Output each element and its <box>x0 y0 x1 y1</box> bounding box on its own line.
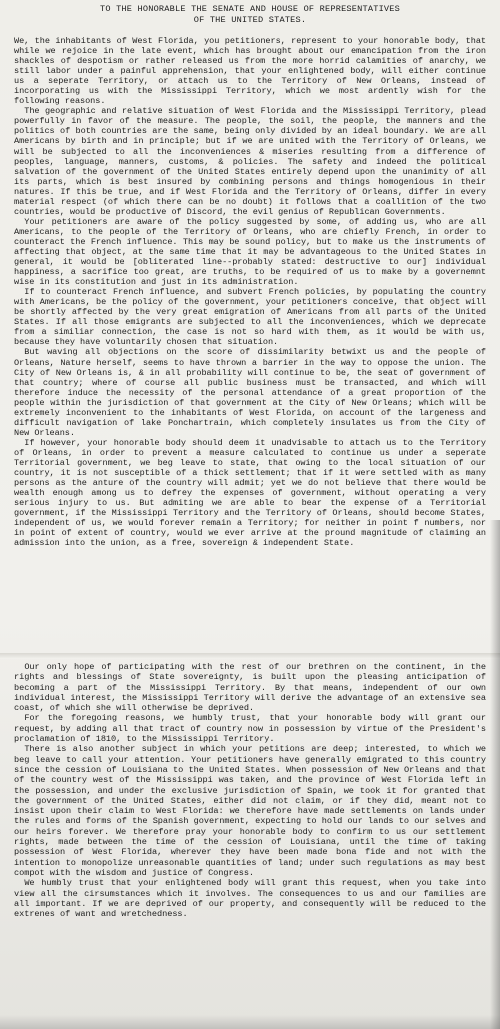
page-break <box>0 653 500 659</box>
heading-line-1: TO THE HONORABLE THE SENATE AND HOUSE OF REPRESENTATIVES <box>100 4 400 14</box>
page-2-body <box>14 662 486 919</box>
scan-shadow-bottom <box>0 1015 500 1029</box>
paragraph: But waving all objections on the score of dissimilarity betwixt us and the people of Orleans, Nature herself, seems to have thrown a barrier in the way to oppose the union. The City of New Orleans is, & in all probability will continue to be, the seat of government of that country; where of course all public business must be transacted, and which will therefore induce the necessity of the personal attendance of a great proportion of the people within the jurisdiction of that government at the City of New Orleans; which will be extremely inconvenient to the inhabitants of West Florida, on account of the largeness and difficult navigation of lake Ponchartrain, which completely insulates us from the City of New Orleans. <box>14 347 486 438</box>
paragraph: Our only hope of participating with the rest of our brethren on the continent, in the rights and blessings of State sovereignty, is built upon the pleasing anticipation of becoming a part of the Mississippi Territory. By that means, independent of our own individual interest, the Mississippi Territory will derive the advantage of an extensive sea coast, of which she will otherwise be deprived. <box>14 662 486 714</box>
paragraph: We humbly trust that your enlightened body will grant this request, when you take into view all the cirsumstances which it involves. The consequences to us and our families are all important. If we are deprived of our property, and consequently will be reduced to the extrenes of want and wretchedness. <box>14 878 486 920</box>
paragraph: Your petitioners are aware of the policy suggested by some, of adding us, who are all Americans, to the people of the Territory of Orleans, who are chiefly French, in order to counteract the French influence. This may be sound policy, but to make us the instruments of affecting that object, at the same time that it may be advantageous to the United States in general, it would be [obliterated line--probably stated: destructive to our] individual happiness, a sacrifice too great, are truths, to be required of us to make by a governemnt wise in its constitution and just in its administration. <box>14 216 486 288</box>
paragraph: For the foregoing reasons, we humbly trust, that your honorable body will grant our request, by adding all that tract of country now in possession by virtue of the President's proclamation of 1810, to the Mississippi Territory. <box>14 713 486 745</box>
scan-shadow <box>490 520 500 1029</box>
paragraph: There is also another subject in which your petitions are deep; interested, to which we beg leave to call your attention. Your petitioners have generally emigrated to this country since the cession of Louisiana to the United States. When possession of New Orleans and that of the country west of the Mississippi was taken, and the province of West Florida left in the possession, and under the exclusive jurisdiction of Spain, we took it for granted that the government of the United States, either did not claim, or if they did, meant not to insist upon their claim to West Florida: we therefore have made settlements on lands under the rules and forms of the Spanish government, expecting to hold our lands to our selves and our heirs forever. We therefore pray your honorable body to confirm to us our settlement rights, made between the time of the cession of Louisiana, until the time of taking possession of West Florida, wherever they have been made bona fide and not with the intention to monopolize unreasonable quantities of land; under such regulations as may best compot with the wisdom and justice of Congress. <box>14 744 486 878</box>
paragraph: The geographic and relative situation of West Florida and the Mississippi Territory, plead powerfully in favor of the measure. The people, the soil, the people, the manners and the politics of both countries are the same, being only divided by an ideal boundary. We are all Americans by birth and in principle; but if we are united with the Territory of Orleans, we will be subjected to all the inconveniences & miseries resulting from a difference of peoples, language, manners, customs, & policies. The safety and indeed the political salvation of the government of the United States entirely depend upon the unanimity of all its parts, which is best insured by combining persons and things homogenious in their natures. If this be true, and if West Florida and the Territory of Orleans, differ in every material respect (of which there can be no doubt) it follows that a coallition of the two countries, would be productive of Discord, the evil genius of Republican Governments. <box>14 106 486 217</box>
paragraph: If however, your honorable body should deem it unadvisable to attach us to the Territory of Orleans, in order to prevent a measure calculated to continue us under a seperate Territorial government, we beg leave to state, that owing to the local situation of our country, it is not susceptible of a thick settlement; that if it were settled with as many persons as the anture of the country will admit; yet we do not believe that there would be wealth enough among us to defrey the expenses of government, without operating a very serious injury to us. But admiting we are able to bear the expense of a Territorial government, if the Mississippi Territory and the Territory of Orleans, should become States, independent of us, we would forever remain a Territory; for neither in point f numbers, nor in point of extent of country, would we ever arrive at the pround magnitude of claiming an admission into the union, as a free, sovereign & independent State. <box>14 437 486 549</box>
document-heading <box>14 4 486 26</box>
paragraph: If to counteract French influence, and subvert French policies, by populating the country with Americans, be the policy of the government, your petitioners conceive, that object will be shortly affected by the very great emigration of Americans from all parts of the United States. If all those emigrants are subjected to all the inconveniences, which we deprecate from a similiar connection, the case is not so hard with them, as it would be with us, because they have voluntarily chosen that situation. <box>14 287 486 348</box>
page-1-body <box>14 36 486 686</box>
heading-line-2: OF THE UNITED STATES. <box>193 15 307 25</box>
paragraph: We, the inhabitants of West Florida, you petitioners, represent to your honorable body, that while we rejoice in the late event, which has brought about our emancipation from the iron shackles of despotism or rather released us from the more horrid calamities of anarchy, we still labor under a painful apprehension, that your enlightened body, will either continue us a seperate Territory, or attach us to the Territory of New Orleans, instead of incorporating us with the Mississippi Territory, which we most ardently wish for the following reasons. <box>14 36 486 107</box>
